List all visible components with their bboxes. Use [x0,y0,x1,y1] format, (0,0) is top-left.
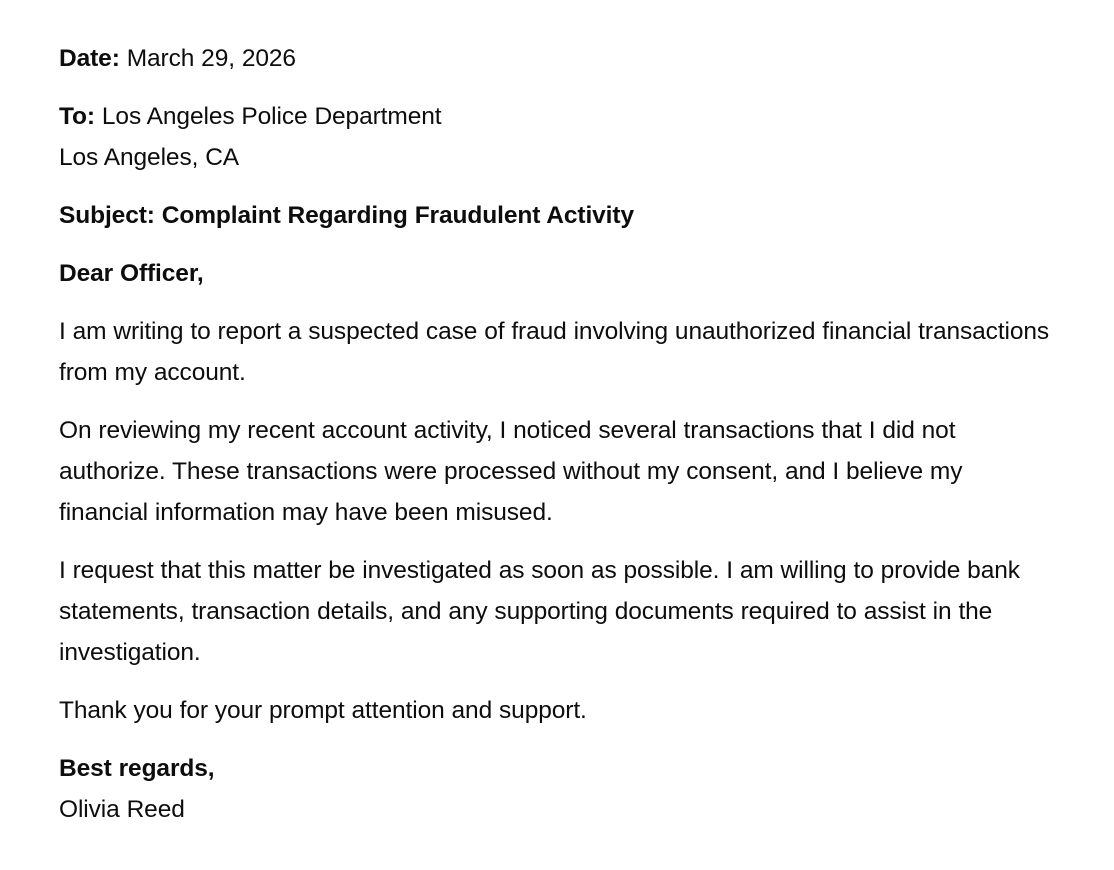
body-paragraph-1: I am writing to report a suspected case of fraud involving unauthorized financial transactions from my account. [59,318,1050,386]
signature-name: Olivia Reed [59,796,185,823]
date-line [59,38,1051,79]
date-label: Date: [59,45,120,72]
recipient-block [59,96,1051,178]
valediction: Best regards, [59,755,215,782]
recipient-line [59,96,1051,137]
closing-block [59,748,1051,830]
date-value: March 29, 2026 [126,45,296,72]
subject-line: Subject: Complaint Regarding Fraudulent Activity [59,202,634,229]
recipient-label: To: [59,103,95,130]
date-spacer [120,45,127,72]
body-paragraph-2: On reviewing my recent account activity, I noticed several transactions that I did not authorize. These transactions were processed without my consent, and I believe my financial information may have been misused. [59,417,963,526]
recipient-name: Los Angeles Police Department [101,103,442,130]
body-paragraph-4: Thank you for your prompt attention and support. [59,697,587,724]
body-paragraph-3: I request that this matter be investigated as soon as possible. I am willing to provide bank statements, transaction details, and any supporting documents required to assist in the investigation. [59,557,1020,666]
recipient-location: Los Angeles, CA [59,144,240,171]
recipient-spacer [95,103,102,130]
salutation: Dear Officer, [59,260,204,287]
letter-body [59,38,1051,830]
